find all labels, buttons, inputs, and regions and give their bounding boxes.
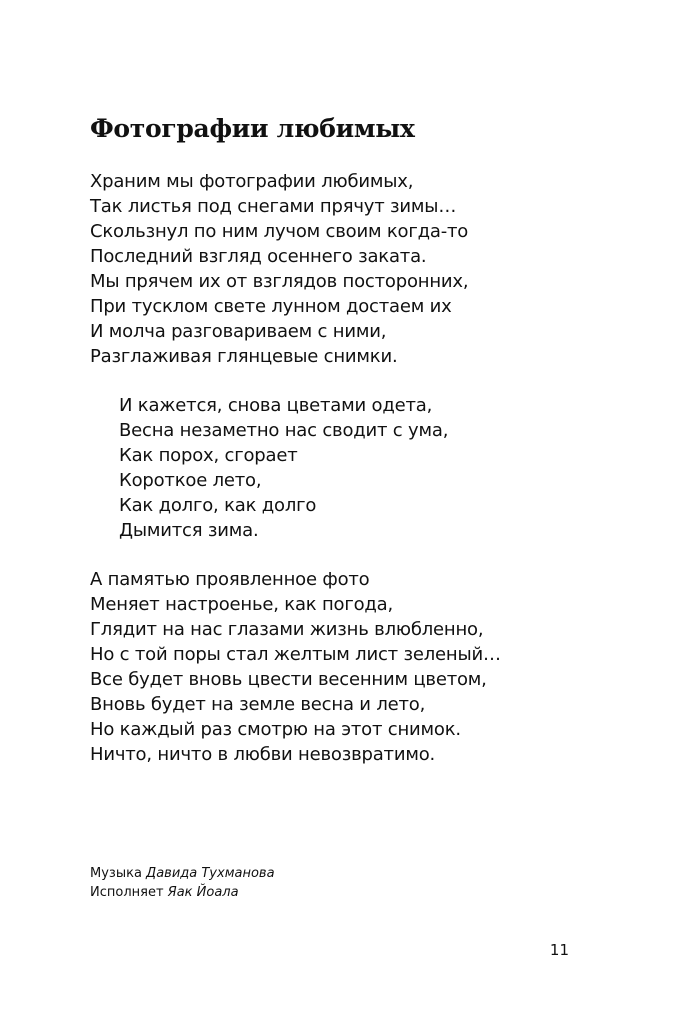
poem-line: Вновь будет на земле весна и лето, bbox=[90, 694, 426, 715]
performer-label: Исполняет bbox=[90, 885, 164, 900]
poem-line: Храним мы фотографии любимых, bbox=[90, 171, 414, 192]
poem-line: Дымится зима. bbox=[119, 520, 259, 541]
poem-line: И кажется, снова цветами одета, bbox=[119, 395, 433, 416]
song-credits bbox=[90, 864, 275, 902]
poem-line: Но с той поры стал желтым лист зеленый… bbox=[90, 644, 501, 665]
poem-title: Фотографии любимых bbox=[90, 114, 415, 143]
poem-line: Мы прячем их от взглядов посторонних, bbox=[90, 271, 469, 292]
poem-line: Глядит на нас глазами жизнь влюбленно, bbox=[90, 619, 484, 640]
poem-line: Все будет вновь цвести весенним цветом, bbox=[90, 669, 487, 690]
poem-line: Но каждый раз смотрю на этот снимок. bbox=[90, 719, 461, 740]
poem-line: Разглаживая глянцевые снимки. bbox=[90, 346, 398, 367]
poem-line: Меняет настроенье, как погода, bbox=[90, 594, 394, 615]
composer-name: Давида Тухманова bbox=[146, 866, 275, 881]
music-credit bbox=[90, 864, 275, 883]
poem-line: А памятью проявленное фото bbox=[90, 569, 370, 590]
poem-line: Как долго, как долго bbox=[119, 495, 317, 516]
stanza-1 bbox=[90, 169, 468, 369]
poem-line: Как порох, сгорает bbox=[119, 445, 298, 466]
poem-line: И молча разговариваем с ними, bbox=[90, 321, 387, 342]
stanza-3 bbox=[90, 567, 501, 767]
stanza-2-chorus bbox=[119, 393, 448, 543]
poem-line: Весна незаметно нас сводит с ума, bbox=[119, 420, 449, 441]
performer-name: Яак Йоала bbox=[167, 885, 239, 900]
poem-line: Так листья под снегами прячут зимы… bbox=[90, 196, 457, 217]
music-label: Музыка bbox=[90, 866, 142, 881]
poem-line: Последний взгляд осеннего заката. bbox=[90, 246, 427, 267]
poem-line: Ничто, ничто в любви невозвратимо. bbox=[90, 744, 436, 765]
poem-line: При тусклом свете лунном достаем их bbox=[90, 296, 452, 317]
page-number: 11 bbox=[549, 941, 569, 959]
poem-line: Короткое лето, bbox=[119, 470, 262, 491]
poem-line: Скользнул по ним лучом своим когда-то bbox=[90, 221, 469, 242]
performer-credit bbox=[90, 883, 275, 902]
